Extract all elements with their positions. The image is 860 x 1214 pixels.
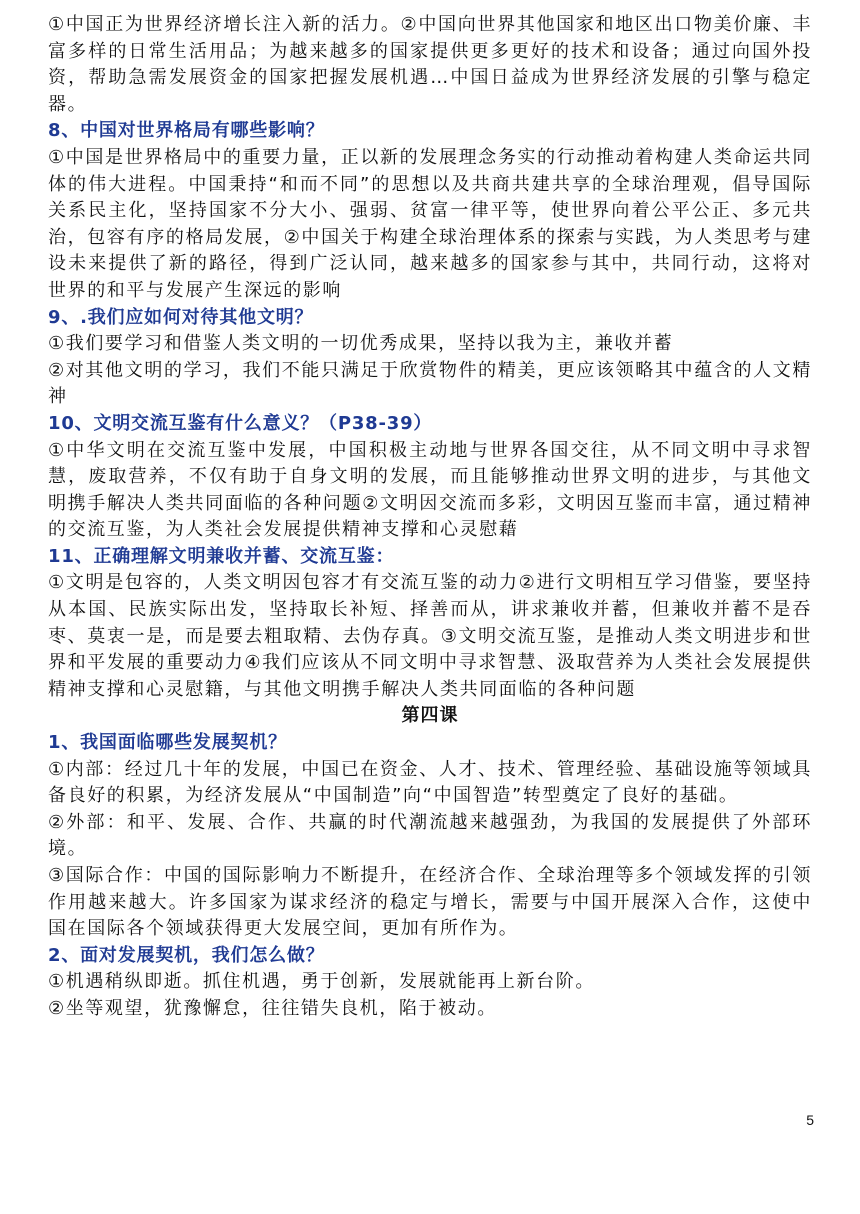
answer-9-item-2: ②对其他文明的学习，我们不能只满足于欣赏物件的精美，更应该领略其中蕴含的人文精神: [48, 359, 812, 408]
question-11-heading: 11、正确理解文明兼收并蓄、交流互鉴：: [48, 545, 395, 567]
lesson4-answer-1-item-1: ①内部：经过几十年的发展，中国已在资金、人才、技术、管理经验、基础设施等领域具备良好的积累，为经济发展从“中国制造”向“中国智造”转型奠定了良好的基础。: [48, 758, 812, 807]
document-page: [48, 12, 812, 1023]
answer-8-text: ①中国是世界格局中的重要力量，正以新的发展理念务实的行动推动着构建人类命运共同体的伟大进程。中国秉持“和而不同”的思想以及共商共建共享的全球治理观，倡导国际关系民主化，坚持国家不分大小、强弱、贫富一律平等，使世界向着公平公正、多元共治，包容有序的格局发展，②中国关于构建全球治理体系的探索与实践，为人类思考与建设未来提供了新的路径，得到广泛认同，越来越多的国家参与其中，共同行动，这将对世界的和平与发展产生深远的影响: [48, 146, 812, 301]
lesson4-question-1-heading: 1、我国面临哪些发展契机？: [48, 732, 287, 754]
lesson4-question-2-heading: 2、面对发展契机，我们怎么做？: [48, 944, 325, 966]
lesson4-answer-1-item-2: ②外部：和平、发展、合作、共赢的时代潮流越来越强劲，为我国的发展提供了外部环境。: [48, 811, 812, 860]
question-10-heading: 10、文明交流互鉴有什么意义？（P38-39）: [48, 412, 433, 434]
answer-9-item-1: ①我们要学习和借鉴人类文明的一切优秀成果，坚持以我为主，兼收并蓄: [48, 333, 674, 355]
lesson4-answer-2-item-2: ②坐等观望，犹豫懈怠，往往错失良机，陷于被动。: [48, 997, 497, 1019]
question-8-heading: 8、中国对世界格局有哪些影响？: [48, 120, 325, 142]
answer-10-text: ①中华文明在交流互鉴中发展，中国积极主动地与世界各国交往，从不同文明中寻求智慧，废取营养，不仅有助于自身文明的发展，而且能够推动世界文明的进步，与其他文明携手解决人类共同面临的各种问题②文明因交流而多彩，文明因互鉴而丰富，通过精神的交流互鉴，为人类社会发展提供精神支撑和心灵慰藉: [48, 439, 812, 541]
answer-11-text: ①文明是包容的，人类文明因包容才有交流互鉴的动力②进行文明相互学习借鉴，要坚持从本国、民族实际出发，坚持取长补短、择善而从，讲求兼收并蓄，但兼收并蓄不是吞枣、莫衷一是，而是要去粗取精、去伪存真。③文明交流互鉴，是推动人类文明进步和世界和平发展的重要动力④我们应该从不同文明中寻求智慧、汲取营养为人类社会发展提供精神支撑和心灵慰籍，与其他文明携手解决人类共同面临的各种问题: [48, 572, 812, 700]
lesson-four-title: 第四课: [401, 705, 459, 727]
answer-7-text: ①中国正为世界经济增长注入新的活力。②中国向世界其他国家和地区出口物美价廉、丰富多样的日常生活用品；为越来越多的国家提供更多更好的技术和设备；通过向国外投资，帮助急需发展资金的国家把握发展机遇…中国日益成为世界经济发展的引擎与稳定器。: [48, 14, 812, 115]
lesson4-answer-1-item-3: ③国际合作：中国的国际影响力不断提升，在经济合作、全球治理等多个领域发挥的引领作用越来越大。许多国家为谋求经济的稳定与增长，需要与中国开展深入合作，这使中国在国际各个领域获得更大发展空间，更加有所作为。: [48, 865, 812, 940]
page-number: 5: [806, 1112, 814, 1128]
lesson4-answer-2-item-1: ①机遇稍纵即逝。抓住机遇，勇于创新，发展就能再上新台阶。: [48, 971, 595, 993]
question-9-heading: 9、.我们应如何对待其他文明？: [48, 306, 314, 328]
